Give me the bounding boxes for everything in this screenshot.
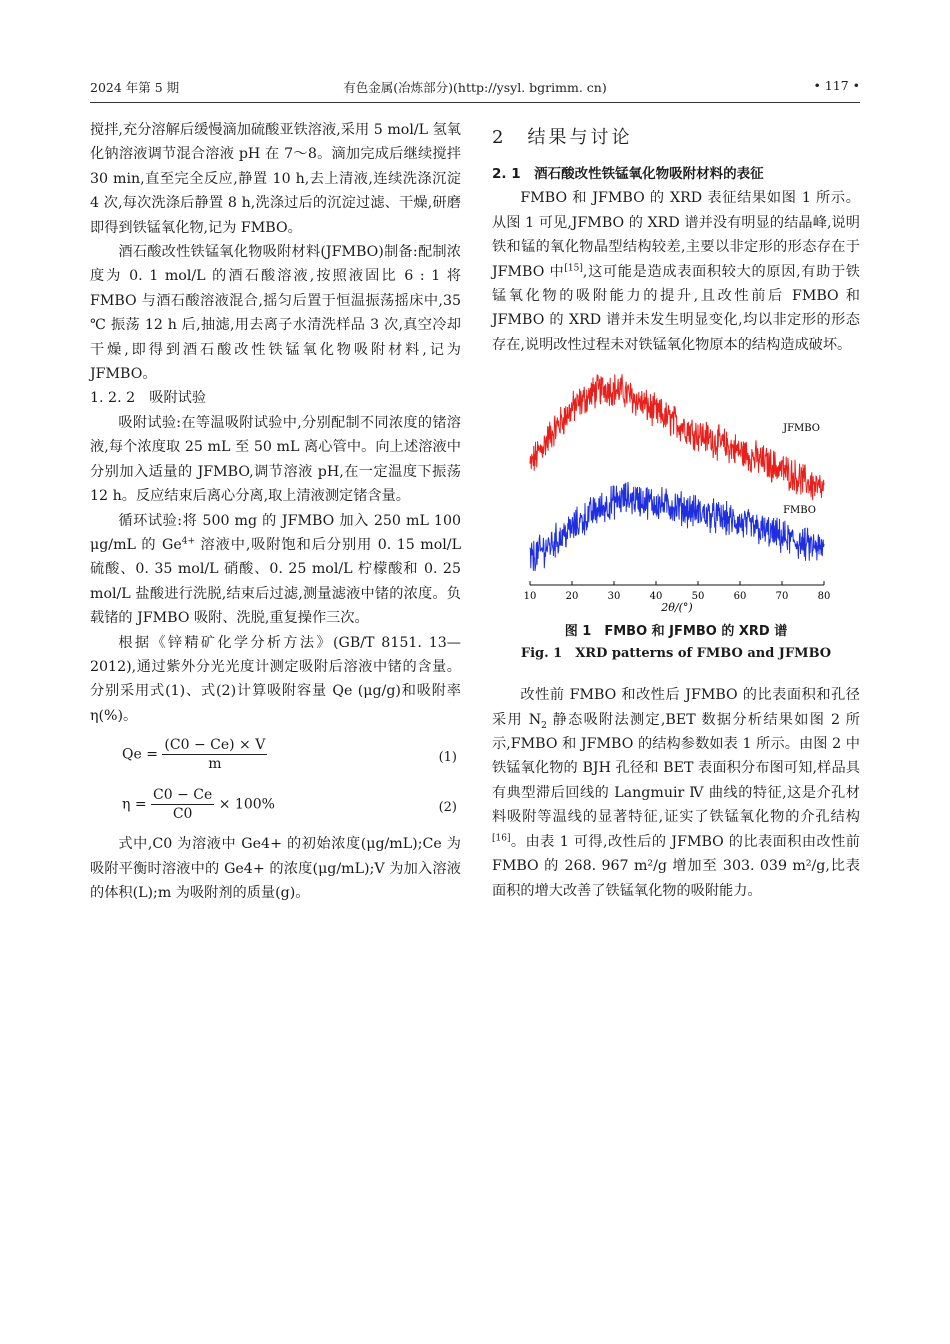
x-tick-label: 70: [775, 591, 789, 603]
right-column: [492, 118, 860, 903]
subsection-title: 2. 1 酒石酸改性铁锰氧化物吸附材料的表征: [492, 166, 764, 182]
left-column: [90, 118, 461, 905]
xrd-text-b: ,这可能是造成表面积较大的原因,有助于铁锰氧化物的吸附能力的提升,且改性前后 FMBO 和 JFMBO 的 XRD 谱并未发生明显变化,均以非定形的形态存在,说明改性过程未对铁锰氧化物原本的结构造成破坏。: [492, 263, 860, 353]
eq1-number: (1): [438, 750, 457, 766]
legend-jfmbo: JFMBO: [783, 423, 820, 435]
legend-fmbo: FMBO: [783, 505, 816, 517]
eq1-denominator: m: [208, 756, 222, 773]
page-header: [90, 78, 860, 100]
journal-title: 有色金属(冶炼部分)(http://ysyl. bgrimm. cn): [343, 80, 607, 95]
cycle-text-a: 循环试验:将 500 mg 的 JFMBO 加入 250 mL 100 μg/mL 的 Ge: [90, 512, 461, 553]
eq1-lhs: Qe =: [122, 746, 158, 763]
x-tick-label: 40: [649, 591, 663, 603]
eq1-numerator: (C0 − Ce) × V: [164, 737, 266, 754]
xrd-figure: [492, 365, 860, 615]
ge-charge-sup: 4+: [181, 536, 195, 547]
header-rule: [90, 102, 860, 103]
paragraph-variable-definitions: 式中,C0 为溶液中 Ge4+ 的初始浓度(μg/mL);Ce 为吸附平衡时溶液中的 Ge4+ 的浓度(μg/mL);V 为加入溶液的体积(L);m 为吸附剂的质量(g)。: [90, 836, 461, 901]
n2-subscript: 2: [541, 720, 547, 731]
bet-text-a: 改性前 FMBO 和改性后 JFMBO 的比表面积和孔径采用 N: [492, 687, 860, 728]
citation-15: [15]: [564, 262, 583, 273]
equation-2: [90, 782, 461, 828]
plot-series: [530, 374, 824, 571]
x-tick-label: 30: [607, 591, 621, 603]
paragraph-cycle-test: [90, 509, 461, 631]
cycle-text-b: 溶液中,吸附饱和后分别用 0. 15 mol/L 硫酸、0. 35 mol/L 硝酸、0. 25 mol/L 柠檬酸和 0. 25 mol/L 盐酸进行洗脱,结束后过滤,测量滤液中锗的浓度。负载锗的 JFMBO 吸附、洗脱,重复操作三次。: [90, 536, 461, 627]
x-tick-label: 80: [817, 591, 831, 603]
eq2-tail: × 100%: [218, 796, 275, 813]
paragraph-bet: [492, 683, 860, 903]
x-axis-label: 2θ/(°): [661, 601, 693, 615]
paragraph-xrd: [492, 186, 860, 357]
xrd-chart: [492, 365, 860, 615]
issue-label: 2024 年第 5 期: [90, 80, 180, 95]
subsection-heading-adsorption: 1. 2. 2 吸附试验: [90, 390, 207, 407]
page-number: • 117 •: [813, 78, 860, 93]
x-tick-label: 50: [691, 591, 705, 603]
paragraph-method: 根据《锌精矿化学分析方法》(GB/T 8151. 13—2012),通过紫外分光光度计测定吸附后溶液中锗的含量。分别采用式(1)、式(2)计算吸附容量 Qe (μg/g)和吸附率 η(%)。: [90, 634, 461, 724]
bet-text-b: 静态吸附法测定,BET 数据分析结果如图 2 所示,FMBO 和 JFMBO 的结构参数如表 1 所示。由图 2 中铁锰氧化物的 BJH 孔径和 BET 表面积分布图可知,样品具有典型滞后回线的 Langmuir Ⅳ 曲线的特征,这是介孔材料吸附等温线的显著特征,证实了铁锰氧化物的介孔结构: [492, 711, 860, 826]
x-tick-label: 60: [733, 591, 747, 603]
x-tick-label: 20: [565, 591, 579, 603]
x-ticks: [524, 581, 831, 602]
eq2-denominator: C0: [172, 806, 193, 823]
series-line-fmbo: [530, 482, 824, 571]
eq2-lhs: η =: [122, 796, 147, 813]
series-line-jfmbo: [530, 374, 824, 500]
paragraph-adsorption-test: 吸附试验:在等温吸附试验中,分别配制不同浓度的锗溶液,每个浓度取 25 mL 至 50 mL 离心管中。向上述溶液中分别加入适量的 JFMBO,调节溶液 pH,在一定温度下振荡 12 h。反应结束后离心分离,取上清液测定锗含量。: [90, 414, 461, 505]
paragraph-jfmbo-prep: 酒石酸改性铁锰氧化物吸附材料(JFMBO)制备:配制浓度为 0. 1 mol/L 的酒石酸溶液,按照液固比 6 : 1 将 FMBO 与酒石酸溶液混合,摇匀后置于恒温振荡摇床中,35 ℃ 振荡 12 h 后,抽滤,用去离子水清洗样品 3 次,真空冷却干燥,即得到酒石酸改性铁锰氧化物吸附材料,记为 JFMBO。: [90, 244, 461, 383]
equation-1: [90, 732, 461, 778]
figure-caption-en: Fig. 1 XRD patterns of FMBO and JFMBO: [520, 646, 832, 662]
section-title: 2 结果与讨论: [492, 127, 633, 148]
xrd-text-a: FMBO 和 JFMBO 的 XRD 表征结果如图 1 所示。从图 1 可见,JFMBO 的 XRD 谱并没有明显的结晶峰,说明铁和锰的氧化物晶型结构较差,主要以非定形的形态存在于 JFMBO 中: [492, 190, 860, 280]
eq2-numerator: C0 − Ce: [153, 787, 213, 804]
x-tick-label: 10: [523, 591, 537, 603]
citation-16: [16]: [492, 832, 511, 843]
paragraph-fmbo-prep: 搅拌,充分溶解后缓慢滴加硫酸亚铁溶液,采用 5 mol/L 氢氧化钠溶液调节混合溶液 pH 在 7～8。滴加完成后继续搅拌 30 min,直至完全反应,静置 10 h,去上清液,连续洗涤沉淀 4 次,每次洗涤后静置 8 h,洗涤过后的沉淀过滤、干燥,研磨即得到铁锰氧化物,记为 FMBO。: [90, 122, 461, 236]
figure-caption-cn: 图 1 FMBO 和 JFMBO 的 XRD 谱: [564, 624, 788, 640]
eq2-number: (2): [438, 800, 457, 816]
bet-text-c: 。由表 1 可得,改性后的 JFMBO 的比表面积由改性前 FMBO 的 268. 967 m²/g 增加至 303. 039 m²/g,比表面积的增大改善了铁锰氧化物的吸附能力。: [492, 833, 860, 899]
